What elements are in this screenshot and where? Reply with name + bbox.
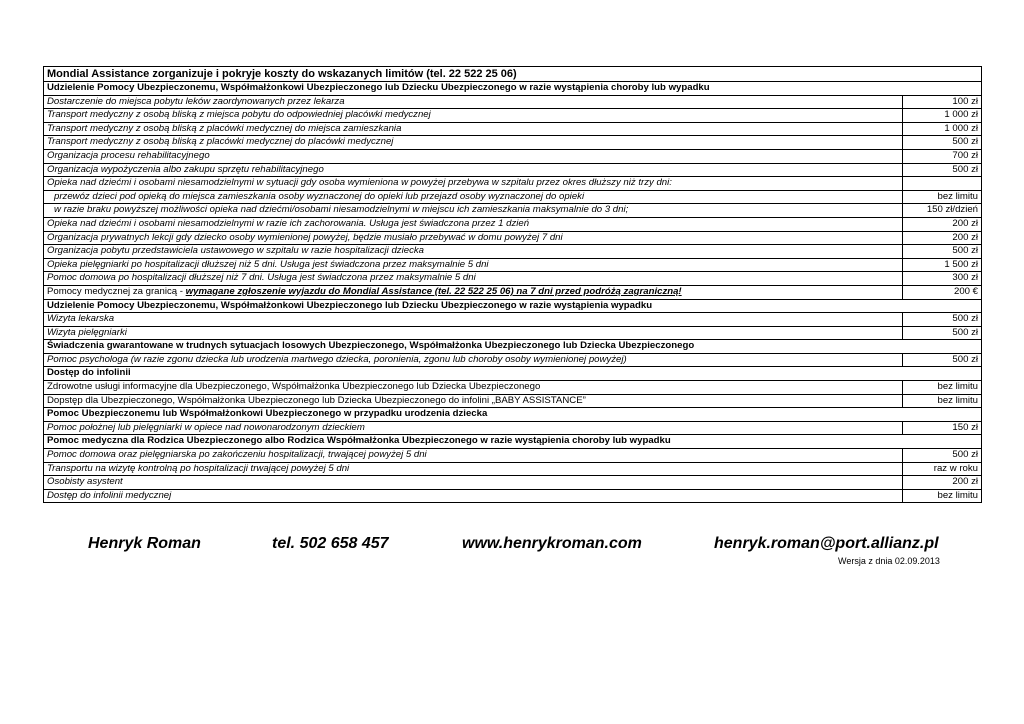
table-row xyxy=(44,381,982,395)
service-description: Wizyta pielęgniarki xyxy=(44,326,903,340)
limit-value: 500 zł xyxy=(903,353,982,367)
section-header-row xyxy=(44,299,982,313)
table-row xyxy=(44,177,982,191)
service-description: Transport medyczny z osobą bliską z miejsca pobytu do odpowiedniej placówki medycznej xyxy=(44,109,903,123)
table-main-header-row xyxy=(44,67,982,82)
service-description: Organizacja procesu rehabilitacyjnego xyxy=(44,149,903,163)
service-description xyxy=(44,285,903,299)
table-row xyxy=(44,421,982,435)
service-description: w razie braku powyższej możliwości opieka nad dziećmi/osobami niesamodzielnymi w miejscu ich zamieszkania maksymalnie do 3 dni; xyxy=(44,204,903,218)
table-row xyxy=(44,122,982,136)
table-row xyxy=(44,313,982,327)
table-row xyxy=(44,449,982,463)
limit-value: 200 zł xyxy=(903,476,982,490)
limit-value: bez limitu xyxy=(903,381,982,395)
service-description: Dostarczenie do miejsca pobytu leków zaordynowanych przez lekarza xyxy=(44,95,903,109)
limit-value: 300 zł xyxy=(903,272,982,286)
limit-value: 200 € xyxy=(903,285,982,299)
section-header-row xyxy=(44,340,982,354)
limit-value: 150 zł xyxy=(903,421,982,435)
limit-value: bez limitu xyxy=(903,489,982,503)
section-header: Dostęp do infolinii xyxy=(44,367,982,381)
table-row xyxy=(44,476,982,490)
section-header: Pomoc medyczna dla Rodzica Ubezpieczonego albo Rodzica Współmałżonka Ubezpieczonego w razie wystąpienia choroby lub wypadku xyxy=(44,435,982,449)
service-description: Organizacja pobytu przedstawiciela ustawowego w szpitalu w razie hospitalizacji dziecka xyxy=(44,245,903,259)
limit-value: 1 000 zł xyxy=(903,109,982,123)
limit-value: 500 zł xyxy=(903,449,982,463)
limit-value: 500 zł xyxy=(903,136,982,150)
limit-value xyxy=(903,177,982,191)
service-description: Opieka nad dziećmi i osobami niesamodzielnymi w sytuacji gdy osoba wymieniona w powyżej przebywa w szpitalu przez okres dłuższy niż trzy dni: xyxy=(44,177,903,191)
section-header-row xyxy=(44,367,982,381)
table-row xyxy=(44,231,982,245)
table-row xyxy=(44,462,982,476)
service-description: Transport medyczny z osobą bliską z placówki medycznej do miejsca zamieszkania xyxy=(44,122,903,136)
service-description: Organizacja prywatnych lekcji gdy dziecko osoby wymienionej powyżej, będzie musiało przebywać w domu powyżej 7 dni xyxy=(44,231,903,245)
limit-value: 700 zł xyxy=(903,149,982,163)
limit-value: 100 zł xyxy=(903,95,982,109)
limit-value: 150 zł/dzień xyxy=(903,204,982,218)
table-row xyxy=(44,394,982,408)
service-description: Pomoc domowa oraz pielęgniarska po zakończeniu hospitalizacji, trwającej powyżej 5 dni xyxy=(44,449,903,463)
limit-value: raz w roku xyxy=(903,462,982,476)
service-description: Pomoc psychologa (w razie zgonu dziecka lub urodzenia martwego dziecka, poronienia, zgonu lub choroby osoby wymienionej powyżej) xyxy=(44,353,903,367)
table-row xyxy=(44,245,982,259)
service-description: Wizyta lekarska xyxy=(44,313,903,327)
limit-value: 500 zł xyxy=(903,326,982,340)
section-header-row xyxy=(44,82,982,96)
limit-value: 500 zł xyxy=(903,245,982,259)
service-description: Pomoc położnej lub pielęgniarki w opiece nad nowonarodzonym dzieckiem xyxy=(44,421,903,435)
service-description: Dopstęp dla Ubezpieczonego, Współmałżonka Ubezpieczonego lub Dziecka Ubezpieczonego do infolini „BABY ASSISTANCE” xyxy=(44,394,903,408)
agent-website[interactable]: www.henrykroman.com xyxy=(462,535,642,552)
limit-value: 500 zł xyxy=(903,313,982,327)
table-row xyxy=(44,149,982,163)
limits-table xyxy=(43,66,982,503)
service-description: Zdrowotne usługi informacyjne dla Ubezpieczonego, Współmałżonka Ubezpieczonego lub Dziecka Ubezpieczonego xyxy=(44,381,903,395)
section-header: Świadczenia gwarantowane w trudnych sytuacjach losowych Ubezpieczonego, Współmałżonka Ubezpieczonego lub Dziecka Ubezpieczonego xyxy=(44,340,982,354)
limit-value: bez limitu xyxy=(903,190,982,204)
service-description: Dostęp do infolinii medycznej xyxy=(44,489,903,503)
service-description: Transportu na wizytę kontrolną po hospitalizacji trwającej powyżej 5 dni xyxy=(44,462,903,476)
table-row xyxy=(44,217,982,231)
table-main-header: Mondial Assistance zorganizuje i pokryje koszty do wskazanych limitów (tel. 22 522 25 06) xyxy=(44,67,982,82)
agent-phone: tel. 502 658 457 xyxy=(272,535,389,552)
table-row xyxy=(44,109,982,123)
table-row xyxy=(44,353,982,367)
service-description: Opieka nad dziećmi i osobami niesamodzielnymi w razie ich zachorowania. Usługa jest świadczona przez 1 dzień xyxy=(44,217,903,231)
abroad-notice: wymagane zgłoszenie wyjazdu do Mondial Assistance (tel. 22 522 25 06) na 7 dni przed podróżą zagraniczną! xyxy=(185,285,682,297)
table-row xyxy=(44,258,982,272)
limit-value: 200 zł xyxy=(903,217,982,231)
service-description: Organizacja wypożyczenia albo zakupu sprzętu rehabilitacyjnego xyxy=(44,163,903,177)
table-row xyxy=(44,136,982,150)
section-header-row xyxy=(44,435,982,449)
agent-email[interactable]: henryk.roman@port.allianz.pl xyxy=(714,535,939,552)
service-description: Osobisty asystent xyxy=(44,476,903,490)
version-date: Wersja z dnia 02.09.2013 xyxy=(838,556,940,566)
section-header: Udzielenie Pomocy Ubezpieczonemu, Współmałżonkowi Ubezpieczonego lub Dziecku Ubezpieczonego w razie wystąpienia choroby lub wypadku xyxy=(44,82,982,96)
table-row xyxy=(44,326,982,340)
limit-value: 200 zł xyxy=(903,231,982,245)
limit-value: 1 500 zł xyxy=(903,258,982,272)
table-row xyxy=(44,489,982,503)
service-description: Pomoc domowa po hospitalizacji dłuższej niż 7 dni. Usługa jest świadczona przez maksymalnie 5 dni xyxy=(44,272,903,286)
limit-value: bez limitu xyxy=(903,394,982,408)
section-header: Udzielenie Pomocy Ubezpieczonemu, Współmałżonkowi Ubezpieczonego lub Dziecku Ubezpieczonego w razie wystąpienia wypadku xyxy=(44,299,982,313)
section-header: Pomoc Ubezpieczonemu lub Współmałżonkowi Ubezpieczonego w przypadku urodzenia dziecka xyxy=(44,408,982,422)
service-description: Transport medyczny z osobą bliską z placówki medycznej do placówki medycznej xyxy=(44,136,903,150)
limit-value: 1 000 zł xyxy=(903,122,982,136)
table-row xyxy=(44,190,982,204)
table-row xyxy=(44,163,982,177)
table-row xyxy=(44,285,982,299)
service-description-text: Pomocy medycznej za granicą - xyxy=(47,285,186,297)
service-description: Opieka pielęgniarki po hospitalizacji dłuższej niż 5 dni. Usługa jest świadczona przez maksymalnie 5 dni xyxy=(44,258,903,272)
section-header-row xyxy=(44,408,982,422)
table-row xyxy=(44,272,982,286)
agent-name: Henryk Roman xyxy=(88,535,201,552)
table-row xyxy=(44,204,982,218)
table-row xyxy=(44,95,982,109)
limit-value: 500 zł xyxy=(903,163,982,177)
service-description: przewóz dzieci pod opieką do miejsca zamieszkania osoby wyznaczonej do opieki lub przejazd osoby wyznaczonej do opieki xyxy=(44,190,903,204)
